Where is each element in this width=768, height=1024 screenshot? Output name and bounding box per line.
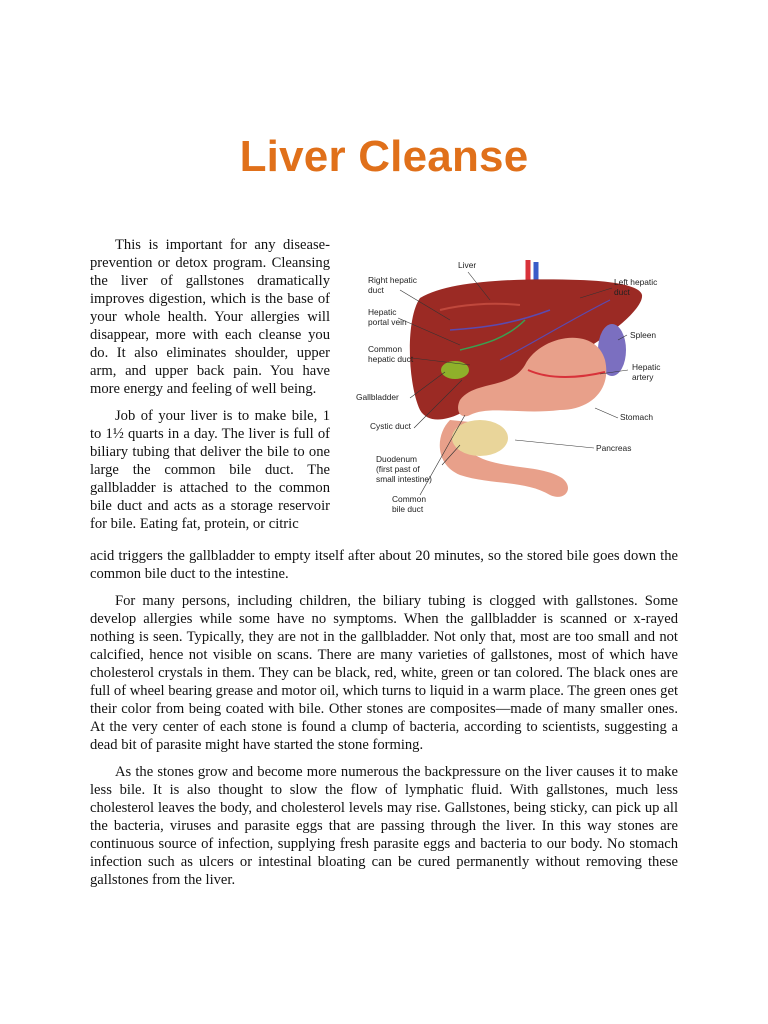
intro-column	[90, 236, 330, 542]
label-common-bile-duct-2: bile duct	[392, 504, 424, 514]
paragraph: For many persons, including children, the biliary tubing is clogged with gallstones. Some develop allergies while some have no symptoms. When the gallbladder is scanned or x-rayed nothing is seen. Typically, they are not in the gallbladder. Not only that, most are too small and not calcified, hence not visible on scans. There are many varieties of gallstones, most of which have cholesterol crystals in them. They can be black, red, white, green or tan colored. The black ones are full of wheel bearing grease and motor oil, which turns to liquid in a warm place. The green ones get their color from being coated with bile. Other stones are composites—made of many smaller ones. At the very center of each stone is found a clump of bacteria, according to scientists, suggesting a dead bit of parasite might have started the stone forming.	[90, 593, 678, 753]
label-hepatic-artery: Hepatic	[632, 362, 661, 372]
label-gallbladder: Gallbladder	[356, 392, 399, 402]
paragraph-continuation	[90, 547, 678, 592]
label-hepatic-portal-vein: Hepatic	[368, 307, 397, 317]
paragraph: acid triggers the gallbladder to empty itself after about 20 minutes, so the stored bile goes down the common bile duct to the intestine.	[90, 548, 678, 582]
label-duodenum: Duodenum	[376, 454, 417, 464]
gallbladder-shape	[441, 361, 469, 379]
label-right-hepatic-duct: Right hepatic	[368, 275, 417, 285]
page-title: Liver Cleanse	[239, 132, 529, 181]
pancreas-shape	[452, 420, 508, 456]
label-liver: Liver	[458, 260, 477, 270]
label-hepatic-portal-vein-2: portal vein	[368, 317, 407, 327]
label-right-hepatic-duct-2: duct	[368, 285, 384, 295]
liver-anatomy-diagram	[350, 250, 680, 525]
body-text	[90, 592, 678, 898]
label-duodenum-2: (first past of	[376, 464, 420, 474]
label-duodenum-3: small intestine)	[376, 474, 432, 484]
label-common-hepatic-duct-2: hepatic duct	[368, 354, 414, 364]
label-stomach: Stomach	[620, 412, 654, 422]
label-common-bile-duct: Common	[392, 494, 426, 504]
label-common-hepatic-duct: Common	[368, 344, 402, 354]
label-pancreas: Pancreas	[596, 443, 632, 453]
label-left-hepatic-duct: Left hepatic	[614, 277, 658, 287]
paragraph: Job of your liver is to make bile, 1 to 1½ quarts in a day. The liver is full of biliary tubing that deliver the bile to one large the common bile duct. The gallbladder is attached to the common bile duct and acts as a storage reservoir for bile. Eating fat, protein, or citric	[90, 408, 330, 532]
label-spleen: Spleen	[630, 330, 657, 340]
paragraph: This is important for any disease-prevention or detox program. Cleansing the liver of gallstones dramatically improves digestion, which is the base of your whole health. Your allergies will disappear, more with each cleanse you do. It also eliminates shoulder, upper arm, and upper back pain. You have more energy and feeling of well being.	[90, 237, 330, 397]
paragraph: As the stones grow and become more numerous the backpressure on the liver causes it to make less bile. It is also thought to slow the flow of lymphatic fluid. With gallstones, much less cholesterol leaves the body, and cholesterol levels may rise. Gallstones, being sticky, can pick up all the bacteria, viruses and parasite eggs that are passing through the liver. In this way stones are continuous source of infection, supplying fresh parasite eggs and bacteria to our body. No stomach infection such as ulcers or intestinal bloating can be cured permanently without removing these gallstones from the liver.	[90, 764, 678, 888]
label-cystic-duct: Cystic duct	[370, 421, 411, 431]
label-hepatic-artery-2: artery	[632, 372, 654, 382]
label-left-hepatic-duct-2: duct	[614, 287, 630, 297]
